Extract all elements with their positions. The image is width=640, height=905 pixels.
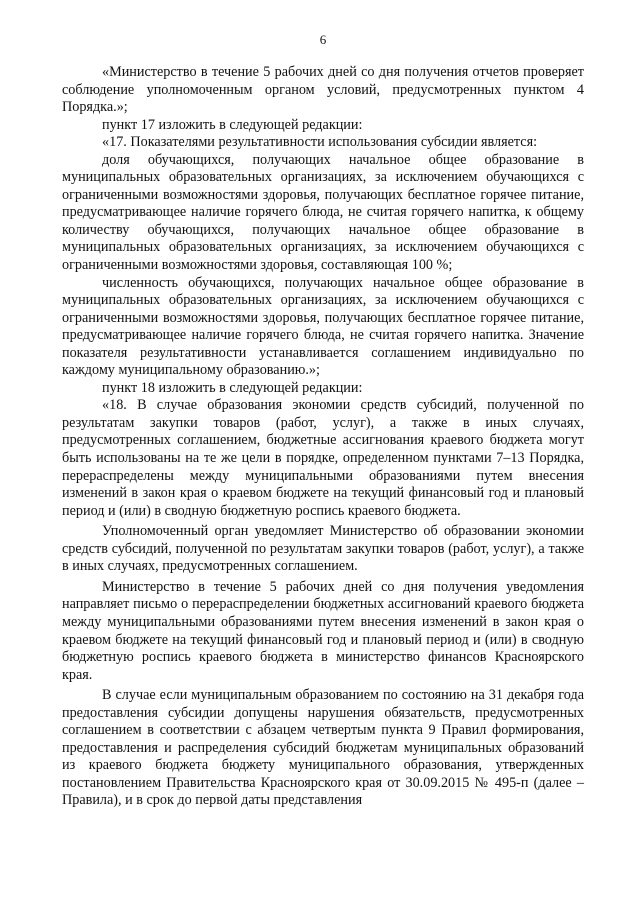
document-body (62, 64, 584, 810)
page-number: 6 (319, 32, 327, 47)
paragraph-authority-notifies: Уполномоченный орган уведомляет Министерство об образовании экономии средств субсидий, полученной по результатам закупки товаров (работ, услуг), а также в иных случаях, предусмотренных соглашением. (62, 523, 584, 575)
paragraph-amend-point-18: пункт 18 изложить в следующей редакции: (102, 379, 363, 396)
paragraph-violation-case: В случае если муниципальным образованием по состоянию на 31 декабря года предоставления субсидии допущены нарушения обязательств, предусмотренных соглашением в соответствии с абзацем четвертым пункта 9 Правил формирования, предоставления и распределения субсидий бюджетам муниципальных образований из краевого бюджета бюджету муниципального образования, утвержденных постановлением Правительства Красноярского края от 30.09.2015 № 495-п (далее – Правила), и в срок до первой даты представления (62, 687, 584, 809)
document-page (62, 0, 584, 905)
paragraph-ministry-report-check: «Министерство в течение 5 рабочих дней со дня получения отчетов проверяет соблюдение уполномоченным органом условий, предусмотренных пунктом 4 Порядка.»; (62, 64, 584, 116)
paragraph-ministry-letter: Министерство в течение 5 рабочих дней со дня получения уведомления направляет письмо о перераспределении бюджетных ассигнований краевого бюджета между муниципальными образованиями путем внесения изменений в закон края о краевом бюджете на текущий финансовый год и плановый период и (или) в сводную бюджетную роспись краевого бюджета в министерство финансов Красноярского края. (62, 578, 584, 683)
paragraph-point-17-heading: «17. Показателями результативности использования субсидии является: (102, 134, 538, 151)
paragraph-amend-point-17: пункт 17 изложить в следующей редакции: (102, 116, 363, 133)
paragraph-indicator-share: доля обучающихся, получающих начальное общее образование в муниципальных образовательных организациях, за исключением обучающихся с ограниченными возможностями здоровья, получающих бесплатное горячее питание, предусматривающее наличие горячего блюда, не считая горячего напитка, к общему количеству обучающихся, получающих начальное общее образование в муниципальных образовательных организациях, за исключением обучающихся с ограниченными возможностями здоровья, составляющая 100 %; (62, 151, 584, 274)
paragraph-point-18-savings: «18. В случае образования экономии средств субсидий, полученной по результатам закупки товаров (работ, услуг), а также в иных случаях, предусмотренных соглашением, бюджетные ассигнования краевого бюджета могут быть использованы на те же цели в порядке, определенном пунктами 7–13 Порядка, перераспределены между муниципальными образованиями путем внесения изменений в закон края о краевом бюджете на текущий финансовый год и плановый период и (или) в сводную бюджетную роспись краевого бюджета. (62, 397, 584, 519)
paragraph-indicator-count: численность обучающихся, получающих начальное общее образование в муниципальных образовательных организациях, за исключением обучающихся с ограниченными возможностями здоровья, получающих бесплатное горячее питание, предусматривающее наличие горячего блюда, не считая горячего напитка. Значение показателя результативности устанавливается соглашением индивидуально по каждому муниципальному образованию.»; (62, 274, 584, 379)
